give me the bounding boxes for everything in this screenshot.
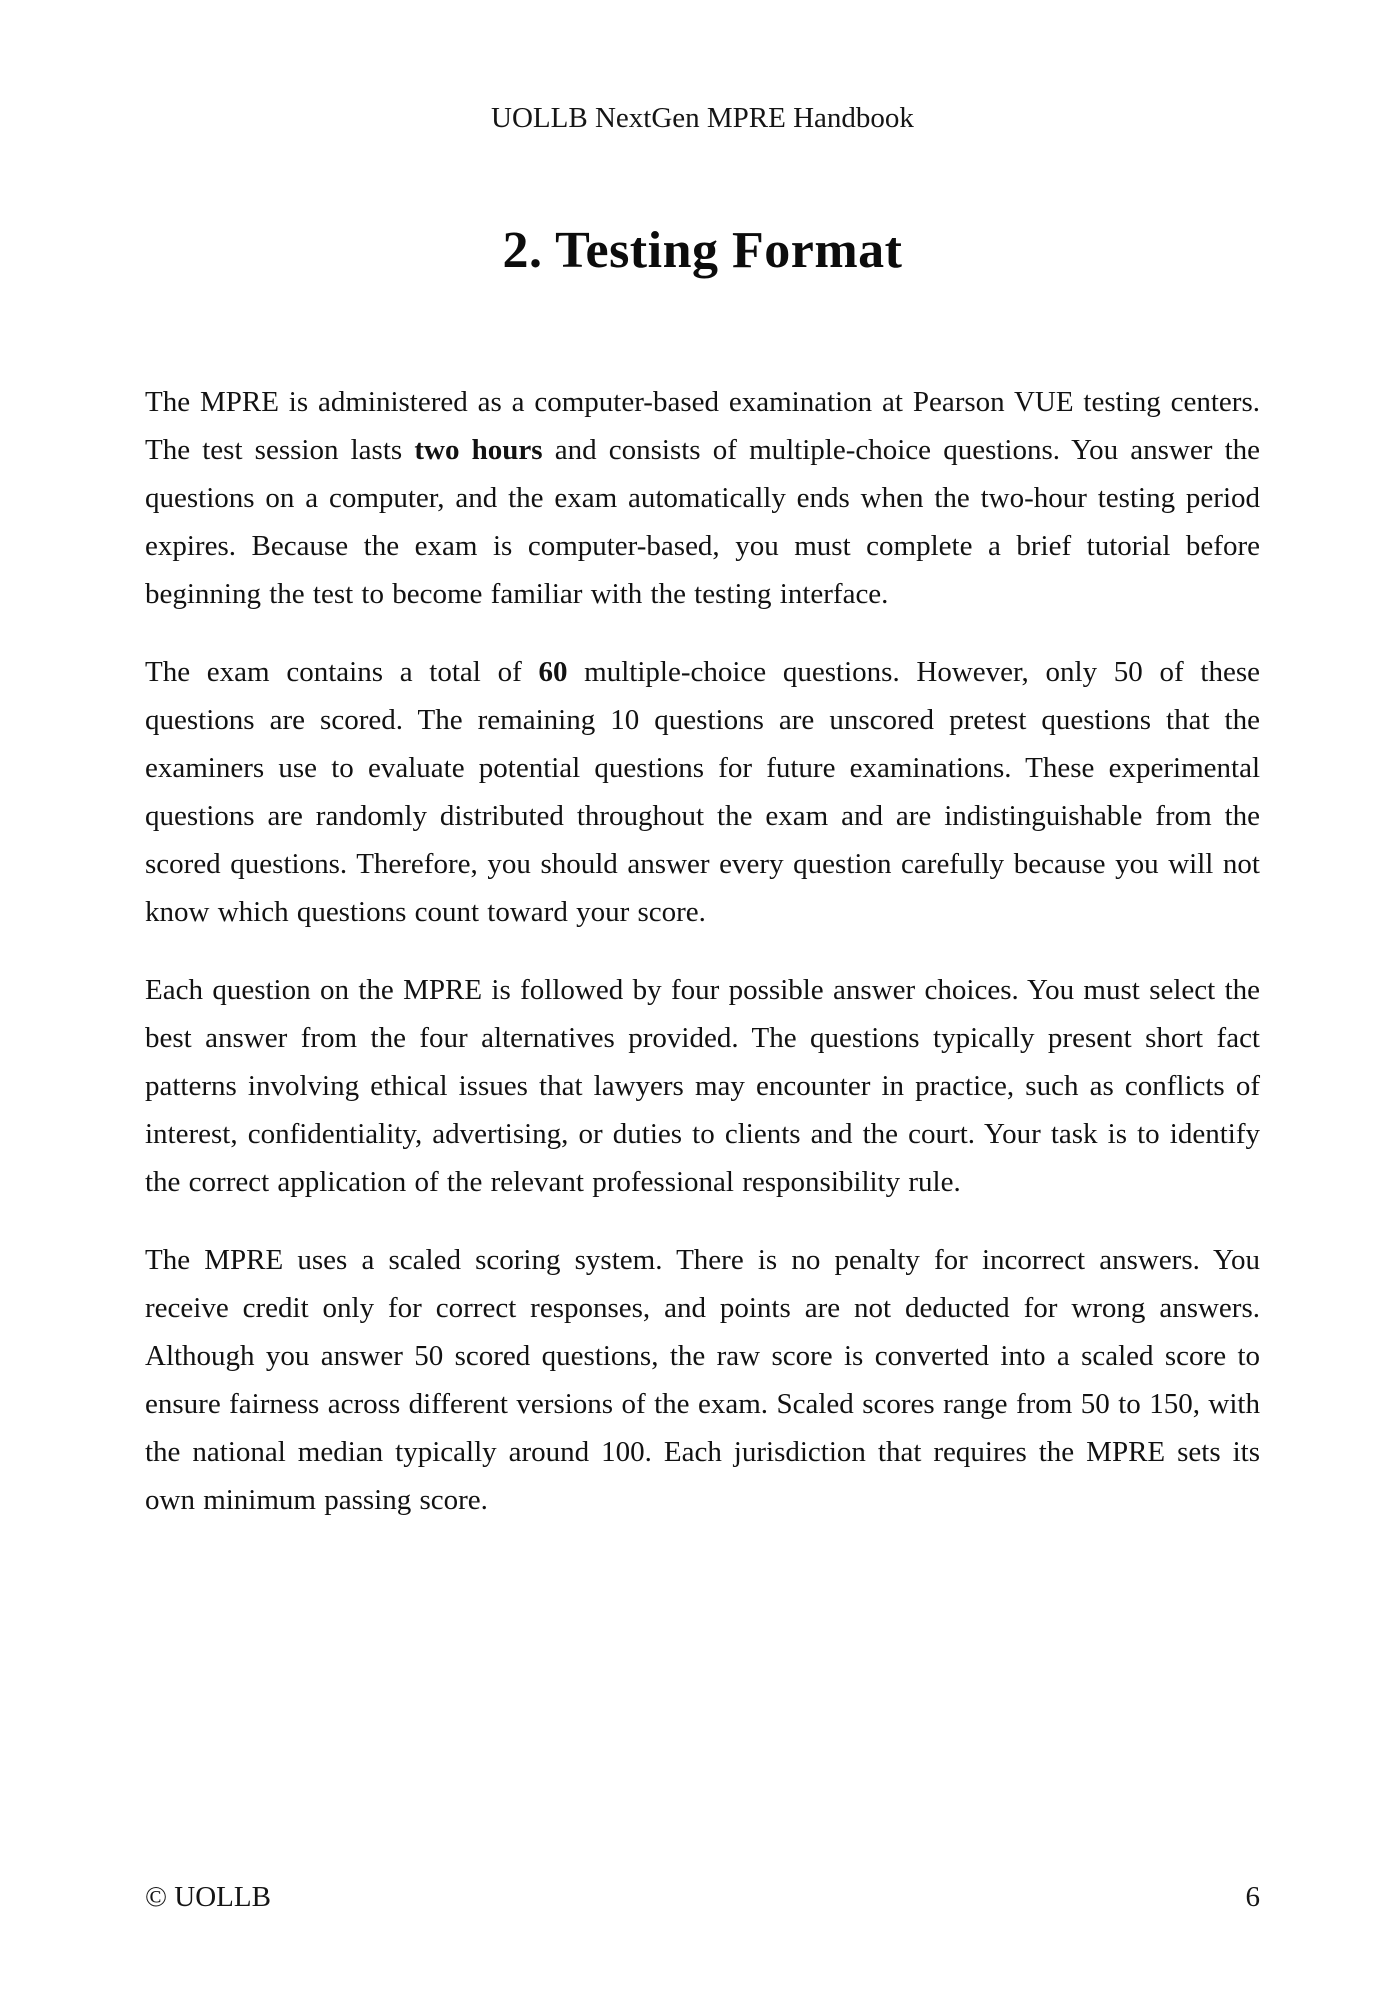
bold-text: two hours [414, 434, 543, 466]
page-content [145, 0, 1260, 1554]
bold-text: 60 [538, 656, 568, 688]
paragraph: The MPRE uses a scaled scoring system. There is no penalty for incorrect answers. You receive credit only for correct responses, and points are not deducted for wrong answers. Although you answer 50 scored questions, the raw score is converted into a scaled score to ensure fairness across different versions of the exam. Scaled scores range from 50 to 150, with the national median typically around 100. Each jurisdiction that requires the MPRE sets its own minimum passing score. [145, 1244, 1260, 1516]
paragraph: Each question on the MPRE is followed by four possible answer choices. You must select the best answer from the four alternatives provided. The questions typically present short fact patterns involving ethical issues that lawyers may encounter in practice, such as conflicts of interest, confidentiality, advertising, or duties to clients and the court. Your task is to identify the correct application of the relevant professional responsibility rule. [145, 974, 1260, 1198]
copyright-text: © UOLLB [145, 1881, 271, 1913]
body [145, 378, 1260, 1524]
page-footer [145, 1878, 1260, 1916]
paragraph: The MPRE is administered as a computer-based examination at Pearson VUE testing centers. The test session lasts two hours and consists of multiple-choice questions. You answer the questions on a computer, and the exam automatically ends when the two-hour testing period expires. Because the exam is computer-based, you must complete a brief tutorial before beginning the test to become familiar with the testing interface. [145, 386, 1261, 610]
page-number: 6 [1245, 1881, 1260, 1913]
running-header: UOLLB NextGen MPRE Handbook [491, 102, 914, 134]
paragraph: The exam contains a total of 60 multiple-choice questions. However, only 50 of these questions are scored. The remaining 10 questions are unscored pretest questions that the examiners use to evaluate potential questions for future examinations. These experimental questions are randomly distributed throughout the exam and are indistinguishable from the scored questions. Therefore, you should answer every question carefully because you will not know which questions count toward your score. [145, 656, 1260, 928]
chapter-title: 2. Testing Format [502, 222, 903, 279]
